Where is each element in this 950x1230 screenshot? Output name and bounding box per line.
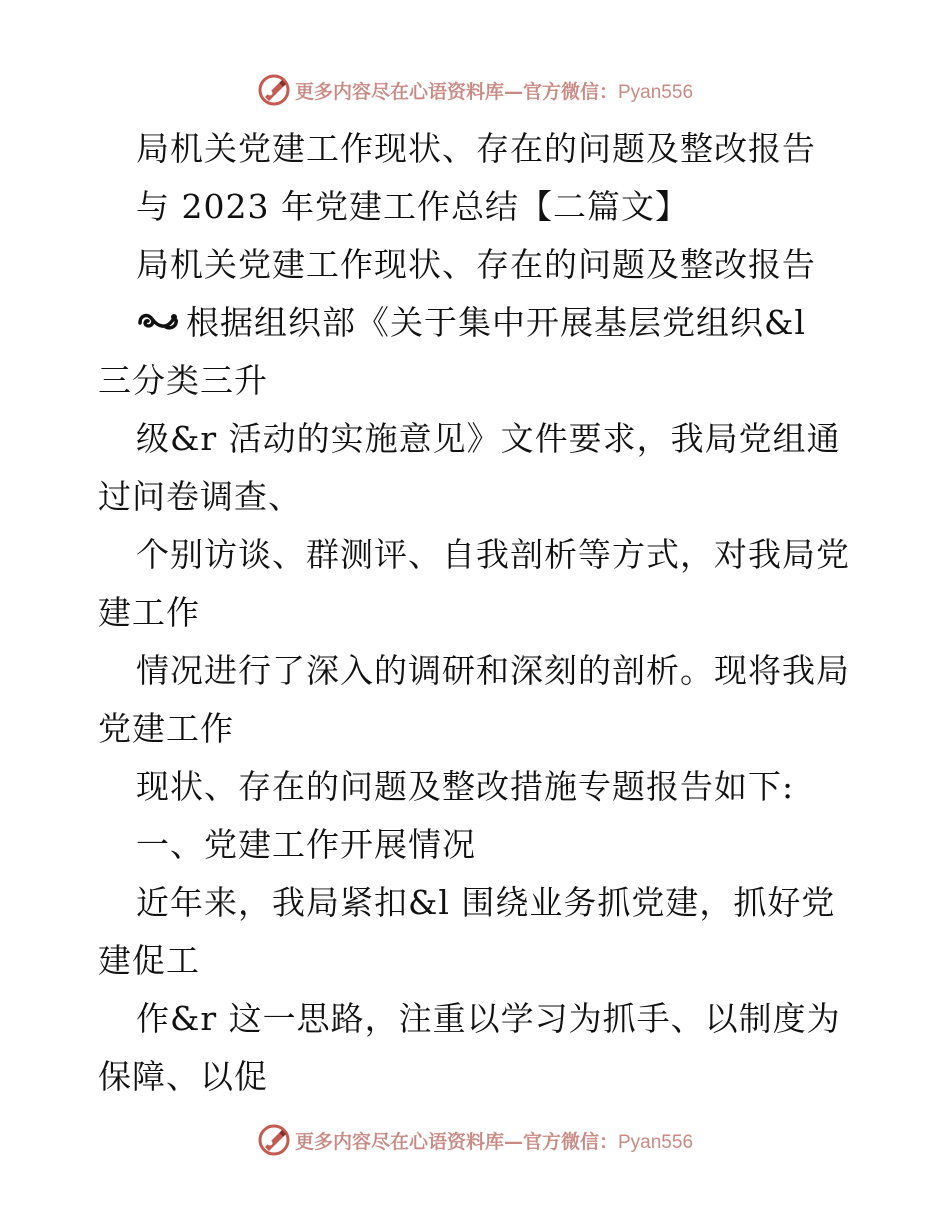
- text-line-content: 局机关党建工作现状、存在的问题及整改报告: [136, 245, 816, 284]
- watermark-text: 更多内容尽在心语资料库—官方微信：Pyan556: [294, 80, 694, 103]
- fleuron-icon: [136, 309, 180, 337]
- text-line: [98, 468, 858, 526]
- text-line: [98, 874, 858, 932]
- text-line-content: 与 2023 年党建工作总结【二篇文】: [136, 187, 689, 226]
- text-line: [98, 178, 858, 236]
- text-line: [98, 932, 858, 990]
- text-line-content: 过问卷调查、: [98, 477, 302, 516]
- text-line: [98, 294, 858, 352]
- text-line-content: 一、党建工作开展情况: [136, 825, 476, 864]
- document-body: [98, 120, 858, 1106]
- text-line: [98, 758, 858, 816]
- watermark-id: Pyan556: [618, 81, 694, 103]
- text-line: [98, 700, 858, 758]
- watermark-footer: [0, 1120, 950, 1160]
- text-line-content: 根据组织部《关于集中开展基层党组织&l: [186, 303, 806, 342]
- text-line-content: 建促工: [98, 941, 200, 980]
- text-line: [98, 990, 858, 1048]
- text-line-content: 现状、存在的问题及整改措施专题报告如下:: [136, 767, 795, 806]
- text-line-content: 近年来，我局紧扣&l 围绕业务抓党建，抓好党: [136, 883, 836, 922]
- text-line-content: 党建工作: [98, 709, 234, 748]
- text-line: [98, 1048, 858, 1106]
- text-line: [98, 120, 858, 178]
- text-line-content: 保障、以促: [98, 1057, 268, 1096]
- watermark-id: Pyan556: [618, 1131, 694, 1153]
- text-line: [98, 410, 858, 468]
- text-line-content: 三分类三升: [98, 361, 268, 400]
- watermark-text: 更多内容尽在心语资料库—官方微信：Pyan556: [294, 1130, 694, 1153]
- text-line-content: 作&r 这一思路，注重以学习为抓手、以制度为: [136, 999, 841, 1038]
- text-line: [98, 352, 858, 410]
- text-line-content: 级&r 活动的实施意见》文件要求，我局党组通: [136, 419, 841, 458]
- text-line: [98, 236, 858, 294]
- text-line: [98, 642, 858, 700]
- pen-logo-icon: [257, 73, 291, 107]
- text-line-content: 局机关党建工作现状、存在的问题及整改报告: [136, 129, 816, 168]
- pen-logo-icon: [257, 1123, 291, 1157]
- watermark-header: [0, 70, 950, 110]
- text-line: [98, 816, 858, 874]
- text-line-content: 个别访谈、群测评、自我剖析等方式，对我局党: [136, 535, 850, 574]
- text-line: [98, 584, 858, 642]
- text-line-content: 建工作: [98, 593, 200, 632]
- text-line-content: 情况进行了深入的调研和深刻的剖析。现将我局: [136, 651, 850, 690]
- text-line: [98, 526, 858, 584]
